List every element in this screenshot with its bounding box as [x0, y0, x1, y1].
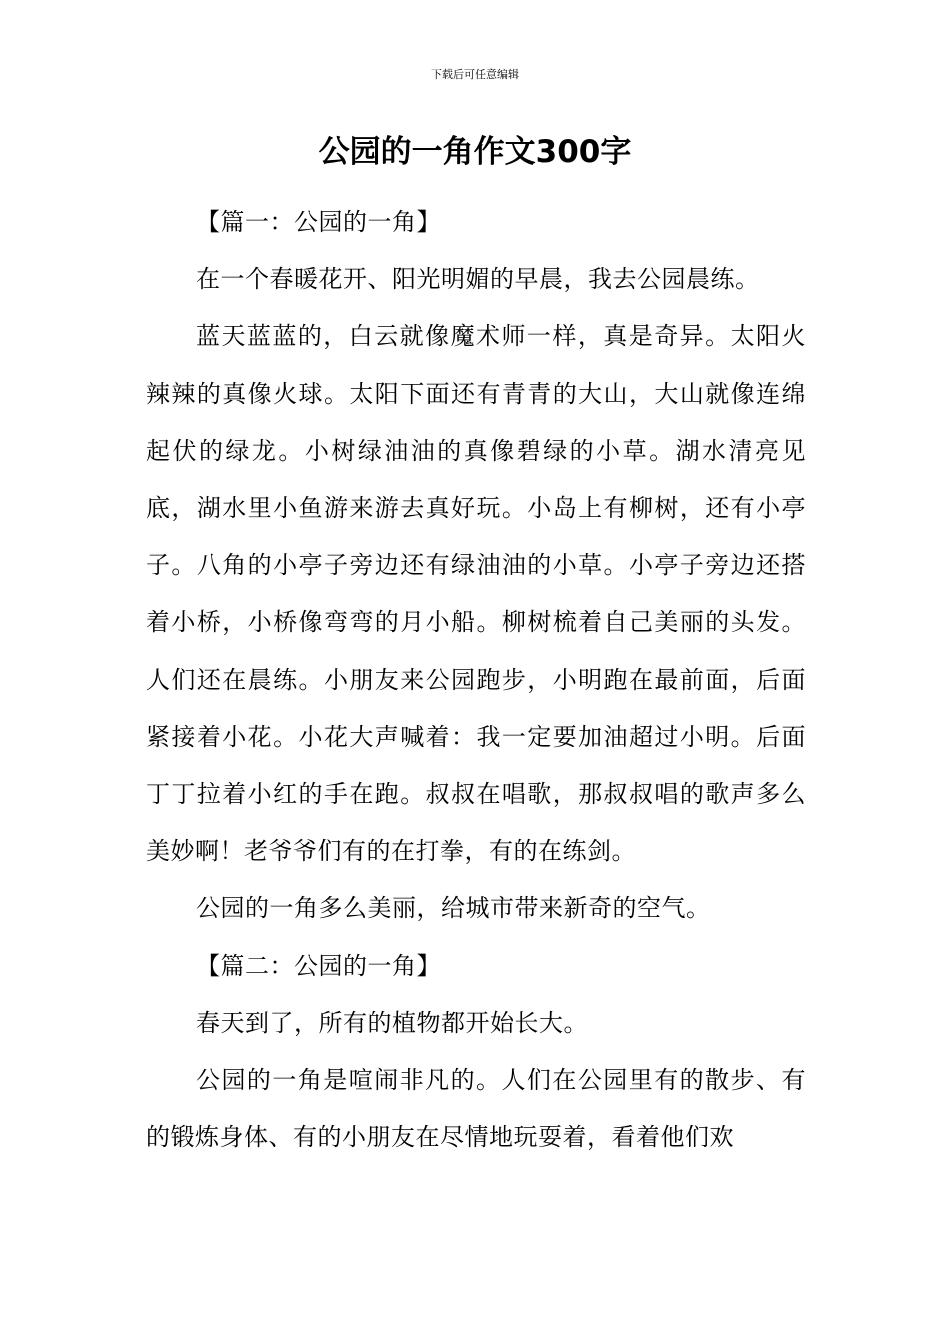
paragraph: 公园的一角是喧闹非凡的。人们在公园里有的散步、有的锻炼身体、有的小朋友在尽情地玩耍着，看着他们欢: [146, 1066, 806, 1152]
paragraph: 在一个春暖花开、阳光明媚的早晨，我去公园晨练。: [196, 265, 760, 294]
document-title: 公园的一角作文300字: [318, 134, 632, 170]
paragraph: 公园的一角多么美丽，给城市带来新奇的空气。: [196, 894, 711, 923]
section-heading-2: 【篇二：公园的一角】: [196, 951, 441, 980]
section-heading-1: 【篇一：公园的一角】: [196, 208, 441, 236]
paragraph: 蓝天蓝蓝的，白云就像魔术师一样，真是奇异。太阳火辣辣的真像火球。太阳下面还有青青的大山，大山就像连绵起伏的绿龙。小树绿油油的真像碧绿的小草。湖水清亮见底，湖水里小鱼游来游去真好玩。小岛上有柳树，还有小亭子。八角的小亭子旁边还有绿油油的小草。小亭子旁边还搭着小桥，小桥像弯弯的月小船。柳树梳着自己美丽的头发。人们还在晨练。小朋友来公园跑步，小明跑在最前面，后面紧接着小花。小花大声喊着：我一定要加油超过小明。后面丁丁拉着小红的手在跑。叔叔在唱歌，那叔叔唱的歌声多么美妙啊！老爷爷们有的在打拳，有的在练剑。: [146, 322, 806, 866]
document-body: [146, 194, 806, 1166]
header-note: 下载后可任意编辑: [431, 68, 519, 81]
paragraph: 春天到了，所有的植物都开始长大。: [196, 1008, 588, 1037]
